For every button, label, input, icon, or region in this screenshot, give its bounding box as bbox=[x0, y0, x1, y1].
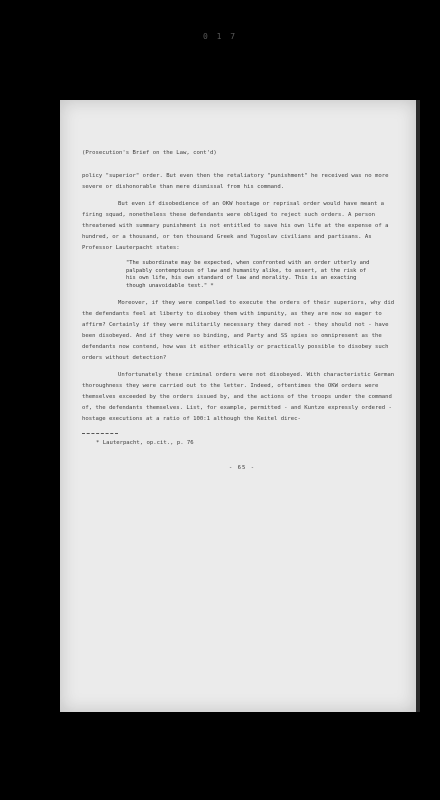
paragraph-2: But even if disobedience of an OKW hostage or reprisal order would have meant a firing squad, nonetheless these defendants were obliged to reject such orders. A person threatened with summary punishment is not entitled to save his own life at the expense of a hundred, or a thousand, or ten thousand Greek and Yugoslav civilians and partisans. As Professor Lauterpacht states: bbox=[82, 201, 389, 251]
page-edge-shadow bbox=[416, 100, 420, 712]
paragraph-1: policy "superior" order. But even then the retaliatory "punishment" he received was no more severe or dishonorable than mere dismissal from his command. bbox=[82, 173, 389, 190]
document-page bbox=[60, 100, 416, 712]
block-quote: "The subordinate may be expected, when confronted with an order utterly and palpably contemptuous of law and humanity alike, to assert, at the risk of his own life, his own standard of law and morality. This is an exacting though unavoidable test." * bbox=[126, 260, 370, 289]
paragraph-3: Moreover, if they were compelled to execute the orders of their superiors, why did the defendants feel at liberty to disobey them with impunity, as they are now so eager to affirm? Certainly if they were militarily necessary they dared not - they should not - have been disobeyed. And if they were so binding, and Party and SS spies so omnipresent as the defendants now contend, how was it either ethically or practically possible to disobey such orders without detection? bbox=[82, 300, 395, 361]
page-content bbox=[82, 148, 402, 474]
section-header: (Prosecution's Brief on the Law, cont'd) bbox=[82, 150, 217, 156]
paragraph-4: Unfortunately these criminal orders were not disobeyed. With characteristic German thoroughness they were carried out to the letter. Indeed, oftentimes the OKW orders were themselves exceeded by the orders issued by, and the actions of the troops under the command of, the defendants themselves. List, for example, permitted - and Kuntze expressly ordered - hostage executions at a ratio of 100:1 although the Keitel direc- bbox=[82, 372, 395, 422]
page-number: - 65 - bbox=[228, 465, 256, 471]
footnote-divider bbox=[82, 433, 118, 434]
top-page-stamp: 0 1 7 bbox=[202, 32, 238, 41]
footnote: * Lauterpacht, op.cit., p. 76 bbox=[96, 440, 194, 446]
